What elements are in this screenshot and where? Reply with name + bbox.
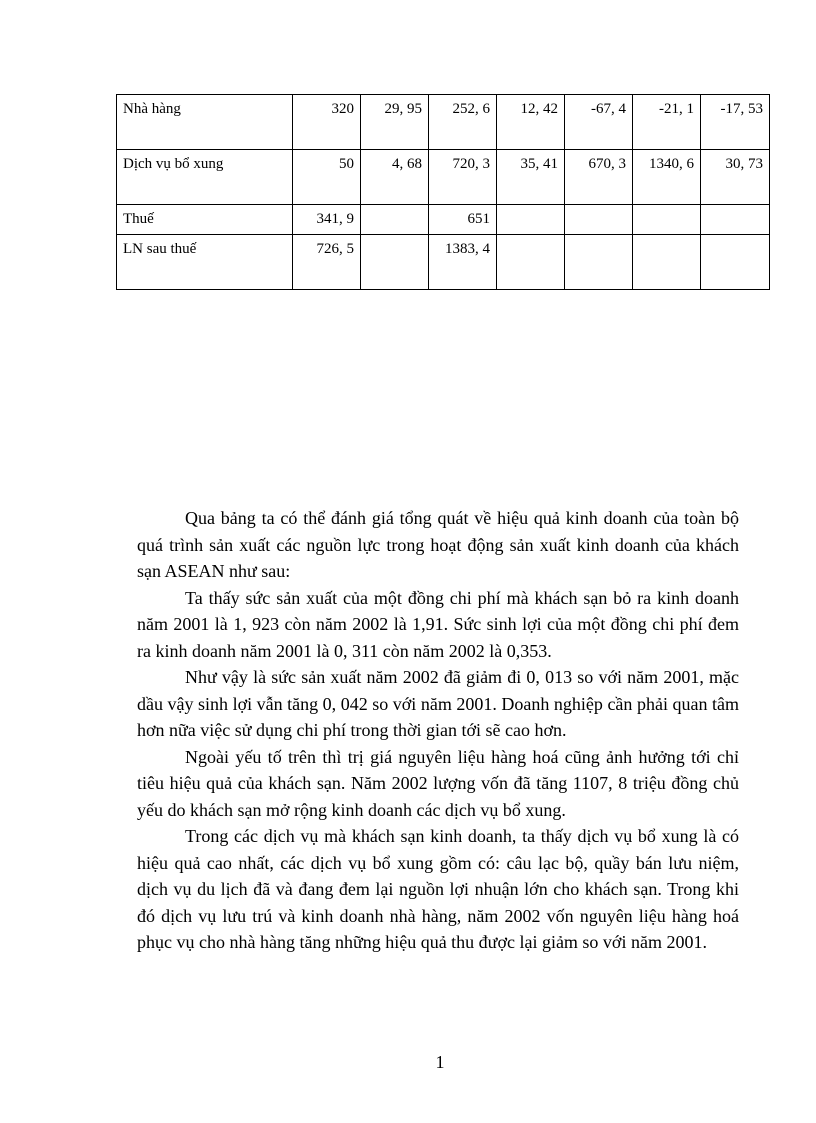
table-cell: 12, 42	[497, 95, 565, 150]
table-cell: 1340, 6	[633, 150, 701, 205]
paragraph: Ta thấy sức sản xuất của một đồng chi phí mà khách sạn bỏ ra kinh doanh năm 2001 là 1, 923 còn năm 2002 là 1,91. Sức sinh lợi của một đồng chi phí đem ra kinh doanh năm 2001 là 0, 311 còn năm 2002 là 0,353.	[137, 587, 739, 661]
table-row	[117, 235, 770, 290]
table-cell: 252, 6	[429, 95, 497, 150]
paragraph: Qua bảng ta có thể đánh giá tổng quát về hiệu quả kinh doanh của toàn bộ quá trình sản xuất các nguồn lực trong hoạt động sản xuất kinh doanh của khách sạn ASEAN như sau:	[137, 508, 739, 581]
body-text	[137, 505, 739, 956]
table-cell: 4, 68	[361, 150, 429, 205]
table-cell: 29, 95	[361, 95, 429, 150]
table-cell	[361, 205, 429, 235]
table-cell: 50	[293, 150, 361, 205]
paragraph: Ngoài yếu tố trên thì trị giá nguyên liệu hàng hoá cũng ảnh hưởng tới chỉ tiêu hiệu quả của khách sạn. Năm 2002 lượng vốn đã tăng 1107, 8 triệu đồng chủ yếu do khách sạn mở rộng kinh doanh các dịch vụ bổ xung.	[137, 746, 739, 820]
page-number: 1	[435, 1052, 445, 1072]
table-cell	[701, 205, 770, 235]
table-cell	[565, 205, 633, 235]
table-row	[117, 150, 770, 205]
table-cell	[497, 235, 565, 290]
table-cell: -17, 53	[701, 95, 770, 150]
row-label: Nhà hàng	[117, 95, 293, 150]
table-cell: 35, 41	[497, 150, 565, 205]
row-label: LN sau thuế	[117, 235, 293, 290]
data-table	[116, 94, 770, 290]
table-cell: 341, 9	[293, 205, 361, 235]
table-cell: -21, 1	[633, 95, 701, 150]
table-cell: 720, 3	[429, 150, 497, 205]
table-cell	[633, 205, 701, 235]
table-cell: 726, 5	[293, 235, 361, 290]
table-cell	[497, 205, 565, 235]
row-label: Dịch vụ bổ xung	[117, 150, 293, 205]
table-cell	[701, 235, 770, 290]
table-cell: 670, 3	[565, 150, 633, 205]
table-cell: 30, 73	[701, 150, 770, 205]
table-cell	[633, 235, 701, 290]
table-cell: 1383, 4	[429, 235, 497, 290]
table-row	[117, 205, 770, 235]
table-cell: 320	[293, 95, 361, 150]
paragraph: Trong các dịch vụ mà khách sạn kinh doanh, ta thấy dịch vụ bổ xung là có hiệu quả cao nhất, các dịch vụ bổ xung gồm có: câu lạc bộ, quầy bán lưu niệm, dịch vụ du lịch đã và đang đem lại nguồn lợi nhuận lớn cho khách sạn. Trong khi đó dịch vụ lưu trú và kinh doanh nhà hàng, năm 2002 vốn nguyên liệu hàng hoá phục vụ cho nhà hàng tăng những hiệu quả thu được lại giảm so với năm 2001.	[137, 826, 739, 952]
table-cell: -67, 4	[565, 95, 633, 150]
table-cell: 651	[429, 205, 497, 235]
table-row	[117, 95, 770, 150]
table-cell	[565, 235, 633, 290]
paragraph: Như vậy là sức sản xuất năm 2002 đã giảm đi 0, 013 so với năm 2001, mặc dầu vậy sinh lợi vẫn tăng 0, 042 so với năm 2001. Doanh nghiệp cần phải quan tâm hơn nữa việc sử dụng chi phí trong thời gian tới sẽ cao hơn.	[137, 667, 739, 740]
table-cell	[361, 235, 429, 290]
row-label: Thuế	[117, 205, 293, 235]
